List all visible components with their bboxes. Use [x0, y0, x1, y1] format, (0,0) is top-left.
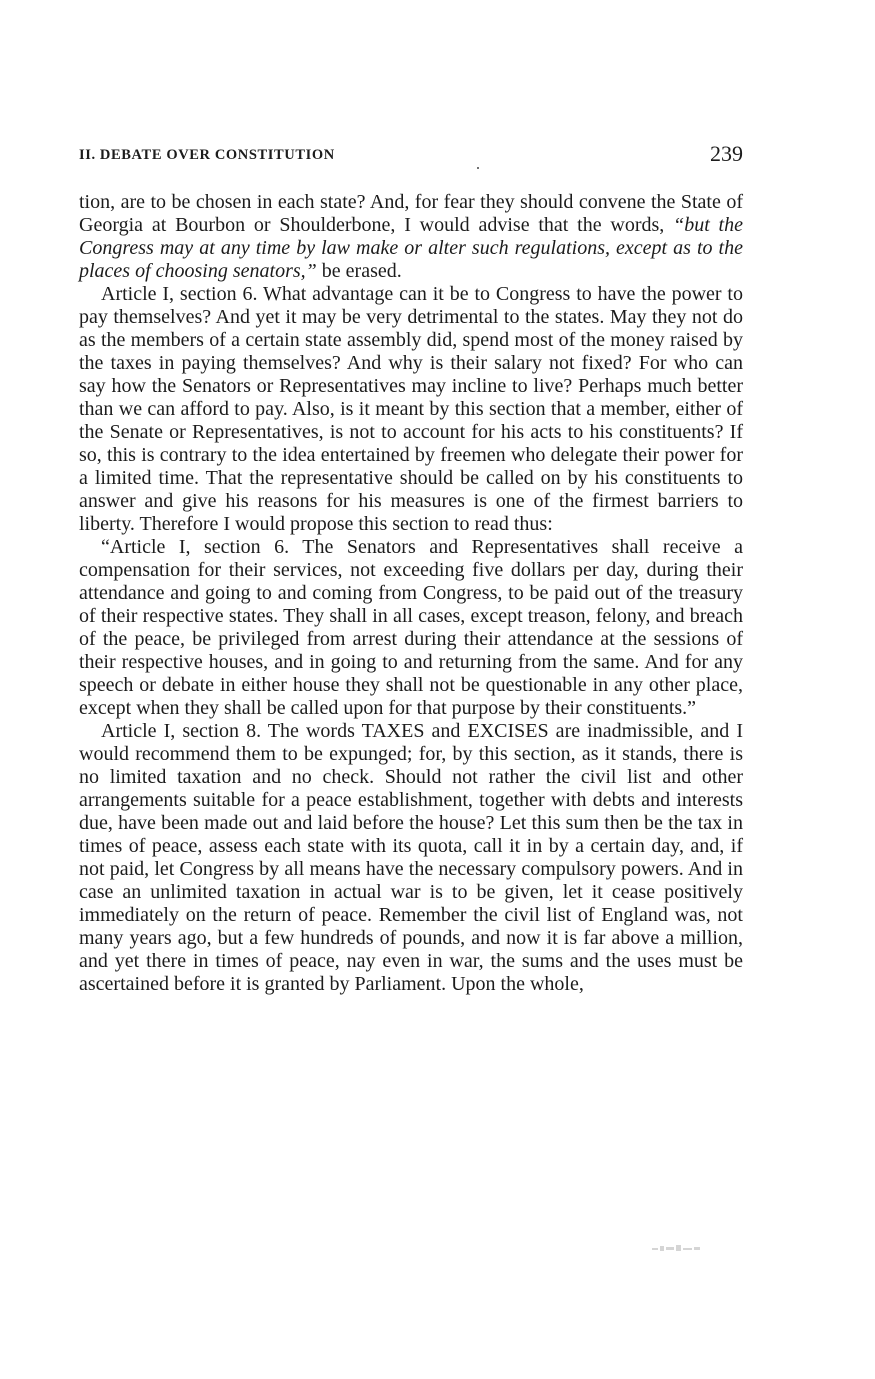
page-number: 239: [710, 141, 743, 166]
print-speck: [477, 167, 479, 169]
paragraph-text: tion, are to be chosen in each state? And, for fear they should convene the State of Georgia at Bourbon or Shoulderbone, I would advise that the words,: [79, 191, 743, 236]
paragraph-text: be erased.: [316, 260, 402, 282]
paragraph-article-1-section-6: Article I, section 6. What advantage can it be to Congress to have the power to pay themselves? And yet it may be very detrimental to the states. May they not do as the members of a certain state assembly did, spend most of the money raised by the taxes in paying themselves? And why is their salary not fixed? For who can say how the Senators or Representatives may incline to live? Perhaps much better than we can afford to pay. Also, is it meant by this section that a member, either of the Senate or Representatives, is not to account for his acts to his constituents? If so, this is contrary to the idea entertained by freemen who delegate their power for a limited time. That the representative should be called on by his constituents to answer and give his reasons for his measures is one of the firmest barriers to liberty. Therefore I would propose this section to read thus:: [79, 283, 743, 535]
paragraph-proposed-section-6: “Article I, section 6. The Senators and Representatives shall receive a compensation for their services, not exceeding five dollars per day, during their attendance and going to and coming from Congress, to be paid out of the treasury of their respective states. They shall in all cases, except treason, felony, and breach of the peace, be privileged from arrest during their attendance at the sessions of their respective houses, and in going to and returning from the same. And for any speech or debate in either house they shall not be questionable in any other place, except when they shall be called upon for that purpose by their constituents.”: [79, 536, 743, 719]
running-title: II. DEBATE OVER CONSTITUTION: [79, 147, 335, 163]
running-head: [79, 141, 743, 171]
faint-library-stamp: [650, 1241, 702, 1257]
book-page: [79, 141, 743, 996]
body-text: [79, 191, 743, 996]
paragraph-article-1-section-8: Article I, section 8. The words TAXES and EXCISES are inadmissible, and I would recommend them to be expunged; for, by this section, as it stands, there is no limited taxation and no check. Should not rather the civil list and other arrangements suitable for a peace establishment, together with debts and interests due, have been made out and laid before the house? Let this sum then be the tax in times of peace, assess each state with its quota, call it in by a certain day, and, if not paid, let Congress by all means have the necessary compulsory powers. And in case an unlimited taxation in actual war is to be given, let it cease positively immediately on the return of peace. Remember the civil list of England was, not many years ago, but a few hundreds of pounds, and now it is far above a million, and yet there in times of peace, nay even in war, the sums and the uses must be ascertained before it is granted by Parliament. Upon the whole,: [79, 720, 743, 995]
paragraph-continuation: [79, 191, 743, 283]
quoted-clause: “but the Congress may at any time by law make or alter such regulations, except as to the places of choosing senators,”: [79, 214, 743, 282]
